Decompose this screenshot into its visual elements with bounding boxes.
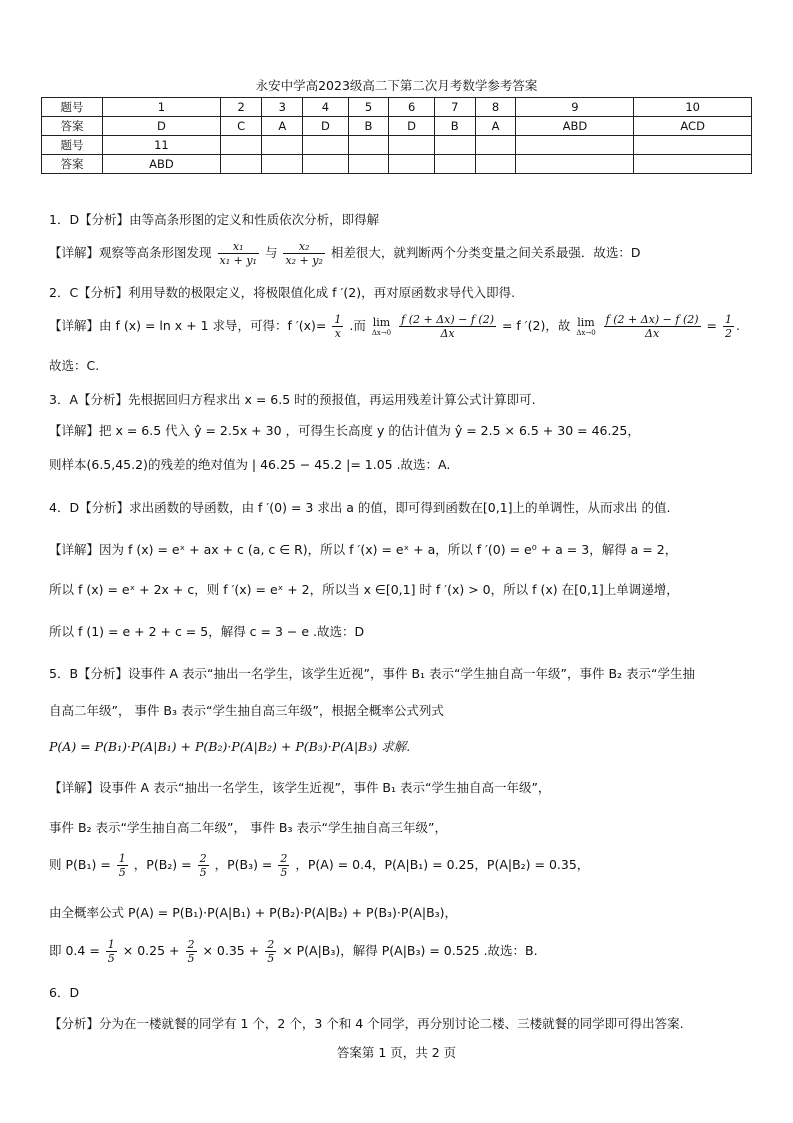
q5-fraction-2 xyxy=(198,852,209,879)
q2-fraction-derivative xyxy=(332,313,343,340)
table-row xyxy=(42,117,752,136)
q2-end: 故选：C. xyxy=(49,358,100,373)
q1-detail-pre: 【详解】观察等高条形图发现 xyxy=(49,245,212,260)
table-row xyxy=(42,155,752,174)
table-cell xyxy=(389,136,434,155)
q4-line2: 所以 f (x) = eˣ + 2x + c，则 f ′(x) = eˣ + 2，所以当 x ∈[0,1] 时 f ′(x) > 0，所以 f (x) 在[0,1]上单调递增， xyxy=(49,582,679,597)
q6-head: 6．D xyxy=(49,985,80,1000)
fraction-numerator: 1 xyxy=(107,938,115,951)
table-cell xyxy=(262,136,303,155)
q4-line3: 所以 f (1) = e + 2 + c = 5，解得 c = 3 − e .故选：D xyxy=(49,624,365,639)
q5-eq-b: × 0.35 + xyxy=(202,943,260,958)
q2-detail: 【详解】由 f (x) = ln x + 1 求导，可得：f ′(x)= $\frac{1}{x}$ .而 lim Δx→0 $\frac{f (2 + \Delta x) - f (2)}{\Delta x}$ = f ′(2)，故 lim Δx→0 $\frac{f (2 + \Delta x) - f (2)}{\Delta x}$ = $\frac{1}{2}$ . xyxy=(49,313,740,340)
q4-detail: 【详解】因为 f (x) = eˣ + ax + c (a, c ∈ R)，所以 f ′(x) = eˣ + a，所以 f ′(0) = e⁰ + a = 3，解得 a = 2， xyxy=(49,542,678,557)
table-cell: 3 xyxy=(262,98,303,117)
table-cell xyxy=(434,136,475,155)
q5-total-probability: 由全概率公式 P(A) = P(B₁)·P(A|B₁) + P(B₂)·P(A|B₂) + P(B₃)·P(A|B₃)， xyxy=(49,905,458,920)
q5-fraction-1 xyxy=(117,852,128,879)
fraction-numerator: x₂ xyxy=(283,240,324,254)
fraction-denominator: 5 xyxy=(267,952,275,965)
table-cell xyxy=(475,155,516,174)
table-cell: A xyxy=(475,117,516,136)
limit-subscript: Δx→0 xyxy=(576,329,596,337)
q3-result: 则样本(6.5,45.2)的残差的绝对值为 | 46.25 − 45.2 |= 1.05 .故选：A. xyxy=(49,457,451,472)
fraction-denominator: 2 xyxy=(724,327,732,340)
fraction-numerator: x₁ xyxy=(218,240,259,254)
table-cell xyxy=(434,155,475,174)
table-cell: ABD xyxy=(103,155,221,174)
fraction-numerator: 2 xyxy=(199,852,207,865)
table-cell: D xyxy=(103,117,221,136)
table-cell: ABD xyxy=(516,117,634,136)
q5-analysis-2: 自高二年级”， 事件 B₃ 表示“学生抽自高三年级”，根据全概率公式列式 xyxy=(49,703,444,718)
table-cell: B xyxy=(348,117,389,136)
limit-symbol: lim xyxy=(372,316,391,329)
q2-detail-a: 【详解】由 f (x) = ln x + 1 求导，可得：f ′(x)= xyxy=(49,318,327,333)
q5-probs-b3: ，P(B₃) = xyxy=(214,857,273,872)
q2-analysis: 2．C【分析】利用导数的极限定义，将极限值化成 f ′(2)，再对原函数求导代入即得. xyxy=(49,285,516,300)
q5-eq-pre: 即 0.4 = xyxy=(49,943,100,958)
table-cell: ACD xyxy=(634,117,752,136)
table-cell xyxy=(220,136,262,155)
q3-analysis: 3．A【分析】先根据回归方程求出 x = 6.5 时的预报值，再运用残差计算公式计算即可. xyxy=(49,392,536,407)
table-cell: 1 xyxy=(103,98,221,117)
page-footer: 答案第 1 页，共 2 页 xyxy=(336,1045,457,1060)
fraction-denominator: 5 xyxy=(280,866,288,879)
q5-eq-a: × 0.25 + xyxy=(122,943,180,958)
table-cell: 答案 xyxy=(42,117,103,136)
q1-fraction-1 xyxy=(218,240,259,267)
fraction-numerator: 1 xyxy=(118,852,126,865)
fraction-numerator: 2 xyxy=(187,938,195,951)
table-cell: 7 xyxy=(434,98,475,117)
q2-fraction-difference-2 xyxy=(604,313,701,340)
fraction-numerator: f (2 + Δx) − f (2) xyxy=(401,313,494,326)
q2-fraction-half xyxy=(723,313,734,340)
q5-eq-fraction-1 xyxy=(106,938,117,965)
q5-probs-post: ，P(A) = 0.4，P(A|B₁) = 0.25，P(A|B₂) = 0.35， xyxy=(295,857,590,872)
q2-fraction-difference-1 xyxy=(399,313,496,340)
fraction-numerator: 1 xyxy=(724,313,732,326)
fraction-denominator: Δx xyxy=(645,327,660,340)
q4-analysis: 4．D【分析】求出函数的导函数，由 f ′(0) = 3 求出 a 的值，即可得到函数在[0,1]上的单调性，从而求出 的值. xyxy=(49,500,671,515)
table-cell: C xyxy=(220,117,262,136)
table-cell xyxy=(516,155,634,174)
table-cell xyxy=(634,136,752,155)
answer-table xyxy=(41,97,752,174)
q5-detail-1: 【详解】设事件 A 表示“抽出一名学生，该学生近视”，事件 B₁ 表示“学生抽自高一年级”， xyxy=(49,780,551,795)
table-cell: 8 xyxy=(475,98,516,117)
q5-analysis-1: 5．B【分析】设事件 A 表示“抽出一名学生，该学生近视”，事件 B₁ 表示“学生抽自高一年级”，事件 B₂ 表示“学生抽 xyxy=(49,666,695,681)
table-cell xyxy=(220,155,262,174)
q5-eq-fraction-3 xyxy=(265,938,276,965)
fraction-numerator: 2 xyxy=(267,938,275,951)
q2-detail-c: = f ′(2)，故 xyxy=(501,318,571,333)
q5-probs-pre: 则 P(B₁) = xyxy=(49,857,111,872)
fraction-denominator: 5 xyxy=(107,952,115,965)
fraction-denominator: x₂ + y₂ xyxy=(285,254,323,267)
limit-symbol: lim xyxy=(577,316,595,329)
fraction-denominator: 5 xyxy=(187,952,195,965)
table-cell xyxy=(516,136,634,155)
table-cell: 4 xyxy=(303,98,348,117)
table-row xyxy=(42,98,752,117)
q1-detail xyxy=(49,240,641,267)
q2-limit-2 xyxy=(576,316,595,337)
q2-detail-d: = xyxy=(706,318,717,333)
q5-eq-fraction-2 xyxy=(186,938,197,965)
q5-fraction-3 xyxy=(278,852,289,879)
q5-probs-b2: ，P(B₂) = xyxy=(133,857,192,872)
table-cell: 10 xyxy=(634,98,752,117)
q2-detail-b: .而 xyxy=(349,318,366,333)
q5-detail-2: 事件 B₂ 表示“学生抽自高二年级”， 事件 B₃ 表示“学生抽自高三年级”， xyxy=(49,820,447,835)
table-cell: A xyxy=(262,117,303,136)
limit-subscript: Δx→0 xyxy=(371,329,392,337)
q6-analysis: 【分析】分为在一楼就餐的同学有 1 个，2 个，3 个和 4 个同学，再分别讨论二楼、三楼就餐的同学即可得出答案. xyxy=(49,1016,684,1031)
table-row xyxy=(42,136,752,155)
table-cell xyxy=(634,155,752,174)
table-cell: B xyxy=(434,117,475,136)
table-cell xyxy=(348,155,389,174)
table-cell: 答案 xyxy=(42,155,103,174)
table-cell: 9 xyxy=(516,98,634,117)
q5-equation xyxy=(49,938,538,965)
table-cell xyxy=(348,136,389,155)
fraction-numerator: f (2 + Δx) − f (2) xyxy=(605,313,699,326)
fraction-denominator: 5 xyxy=(199,866,207,879)
q2-limit-1 xyxy=(372,316,391,337)
fraction-denominator: x₁ + y₁ xyxy=(219,254,257,267)
table-cell: 6 xyxy=(389,98,434,117)
table-cell: 5 xyxy=(348,98,389,117)
q5-formula: P(A) = P(B₁)·P(A|B₁) + P(B₂)·P(A|B₂) + P(B₃)·P(A|B₃) 求解. xyxy=(49,739,411,754)
q1-detail-post: 相差很大，就判断两个分类变量之间关系最强．故选：D xyxy=(330,245,641,260)
fraction-denominator: x xyxy=(334,327,341,340)
q5-probabilities xyxy=(49,852,589,879)
table-cell xyxy=(303,155,348,174)
table-cell: 11 xyxy=(103,136,221,155)
table-cell: D xyxy=(389,117,434,136)
table-cell: D xyxy=(303,117,348,136)
fraction-denominator: 5 xyxy=(118,866,126,879)
table-cell xyxy=(475,136,516,155)
q1-fraction-2 xyxy=(283,240,324,267)
page-title: 永安中学高2023级高二下第二次月考数学参考答案 xyxy=(255,78,538,93)
q1-detail-mid: 与 xyxy=(264,245,278,260)
q5-eq-c: × P(A|B₃)，解得 P(A|B₃) = 0.525 .故选：B. xyxy=(282,943,538,958)
fraction-numerator: 1 xyxy=(334,313,342,326)
table-cell xyxy=(262,155,303,174)
table-cell: 题号 xyxy=(42,98,103,117)
table-cell: 题号 xyxy=(42,136,103,155)
table-cell: 2 xyxy=(220,98,262,117)
table-cell xyxy=(389,155,434,174)
fraction-numerator: 2 xyxy=(280,852,288,865)
table-cell xyxy=(303,136,348,155)
fraction-denominator: Δx xyxy=(440,327,455,340)
q3-detail: 【详解】把 x = 6.5 代入 ŷ = 2.5x + 30 ，可得生长高度 y 的估计值为 ŷ = 2.5 × 6.5 + 30 = 46.25， xyxy=(49,423,640,438)
q1-analysis: 1．D【分析】由等高条形图的定义和性质依次分析，即得解 xyxy=(49,212,380,227)
